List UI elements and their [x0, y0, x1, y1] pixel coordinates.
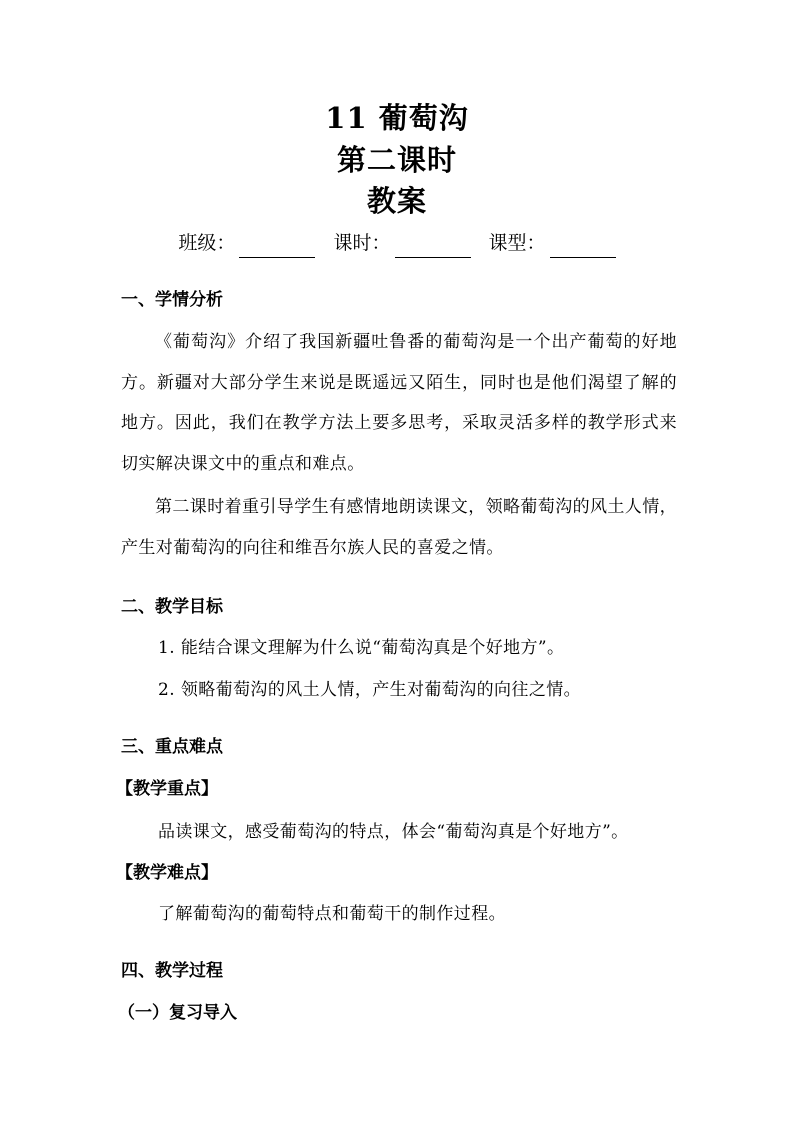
meta-type-label: 课型：: [488, 232, 546, 254]
objective-item-1: 1. 能结合课文理解为什么说“葡萄沟真是个好地方”。: [158, 638, 565, 658]
key-point-label: 【教学重点】: [116, 779, 218, 799]
lesson-period-title: 第二课时: [336, 143, 457, 177]
meta-type: [489, 228, 616, 258]
process-subheading-review: （一）复习导入: [118, 1003, 237, 1023]
lesson-plan-title: 教案: [366, 184, 427, 218]
meta-period-label: 课时：: [333, 232, 391, 254]
section-heading-objectives: 二、教学目标: [121, 597, 223, 617]
section-heading-analysis: 一、学情分析: [121, 290, 223, 310]
section-heading-process: 四、教学过程: [121, 961, 223, 981]
analysis-paragraph-1: 《葡萄沟》介绍了我国新疆吐鲁番的葡萄沟是一个出产葡萄的好地方。新疆对大部分学生来说是既遥远又陌生，同时也是他们渴望了解的地方。因此，我们在教学方法上要多思考，采取灵活多样的教学形式来切实解决课文中的重点和难点。: [121, 332, 677, 474]
difficulty-text: 了解葡萄沟的葡萄特点和葡萄干的制作过程。: [158, 904, 506, 924]
section-heading-key-points: 三、重点难点: [121, 737, 223, 757]
lesson-title: 11 葡萄沟: [325, 101, 469, 135]
meta-type-blank: [550, 235, 616, 258]
meta-line: [0, 228, 794, 258]
key-point-text: 品读课文，感受葡萄沟的特点，体会“葡萄沟真是个好地方”。: [158, 822, 629, 842]
meta-period: [333, 228, 470, 258]
meta-class-label: 班级：: [178, 232, 236, 254]
meta-class: [178, 228, 315, 258]
difficulty-label: 【教学难点】: [116, 863, 218, 883]
meta-period-blank: [395, 235, 471, 258]
objective-item-2: 2. 领略葡萄沟的风土人情，产生对葡萄沟的向往之情。: [158, 680, 582, 700]
analysis-paragraph-2: 第二课时着重引导学生有感情地朗读课文，领略葡萄沟的风土人情，产生对葡萄沟的向往和维吾尔族人民的喜爱之情。: [121, 497, 677, 558]
meta-class-blank: [239, 235, 315, 258]
